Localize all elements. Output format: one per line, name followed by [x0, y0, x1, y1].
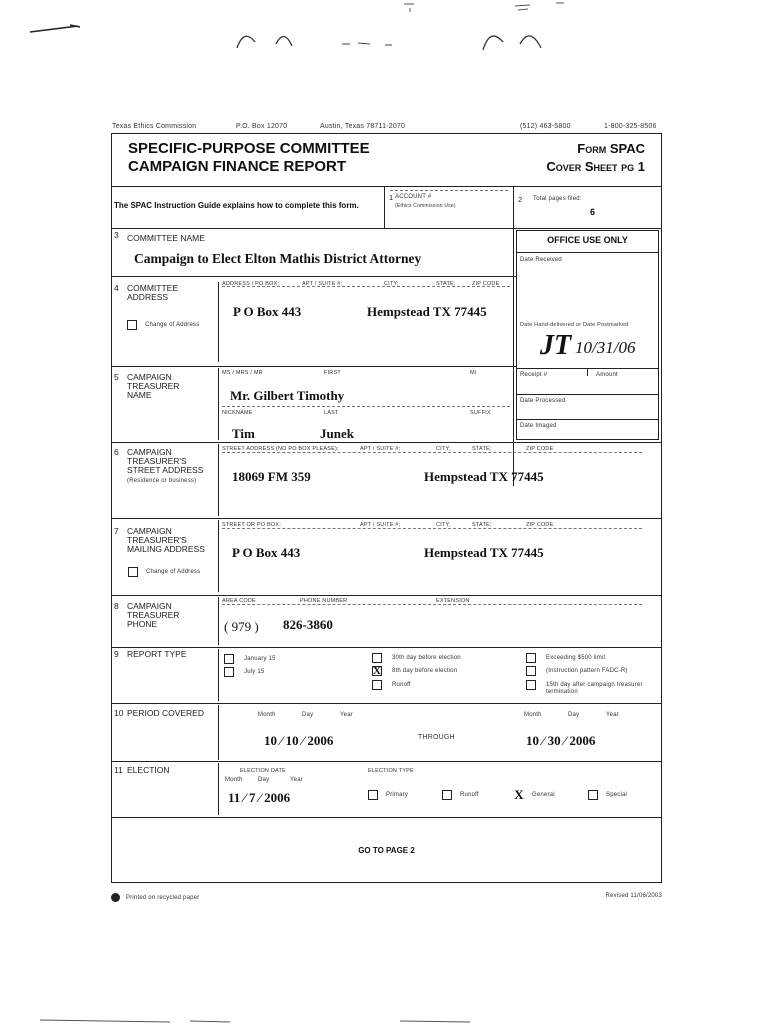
report-jan15-label: January 15 [244, 656, 276, 662]
stamp-initials: JT [540, 330, 572, 361]
divider [218, 649, 219, 701]
divider [222, 528, 642, 529]
election-general-label: General [532, 792, 555, 798]
item-number: 8 [114, 601, 119, 611]
election-general-checkbox[interactable]: X [514, 787, 524, 802]
field-header: STREET OR PO BOX; [222, 522, 281, 528]
mailing-change-of-address-checkbox[interactable] [128, 567, 138, 577]
item-number: 1 [389, 193, 394, 202]
account-label: ACCOUNT # [395, 194, 432, 200]
field-header: ADDRESS / PO BOX; [222, 281, 280, 287]
field-header: STATE; [472, 522, 492, 528]
form-title-line2: CAMPAIGN FINANCE REPORT [128, 158, 347, 175]
field-header: LAST [324, 410, 339, 416]
amount-label: Amount [596, 372, 618, 378]
phone-label: CAMPAIGN TREASURER PHONE [127, 601, 180, 629]
item-number: 6 [114, 447, 119, 457]
divider [111, 186, 662, 187]
report-exceeding2-checkbox[interactable] [526, 666, 536, 676]
item-number: 7 [114, 526, 119, 536]
election-date: 11 ⁄ 7 ⁄ 2006 [228, 790, 291, 805]
field-header: CITY; [436, 446, 451, 452]
field-header: MI [470, 370, 477, 376]
cover-sheet-label: Cover Sheet pg 1 [546, 159, 645, 174]
total-pages-label: Total pages filed: [533, 196, 582, 202]
period-to-year-label: Year [606, 712, 619, 718]
field-header: AREA CODE [222, 598, 256, 604]
divider [218, 597, 219, 645]
instruction-text: The SPAC Instruction Guide explains how to complete this form. [114, 201, 359, 210]
divider [218, 282, 219, 362]
agency-phone: (512) 463-5800 [520, 123, 571, 130]
street-city-state-zip: Hempstead TX 77445 [424, 469, 544, 484]
committee-name-value: Campaign to Elect Elton Mathis District Attorney [134, 251, 422, 266]
divider [384, 186, 385, 228]
go-to-page-2: GO TO PAGE 2 [358, 846, 415, 855]
period-from-year-label: Year [340, 712, 353, 718]
election-special-checkbox[interactable] [588, 790, 598, 800]
divider [111, 518, 662, 519]
date-received-label: Date Received [520, 257, 562, 263]
divider [516, 394, 659, 395]
date-imaged-label: Date Imaged [520, 423, 557, 429]
item-number: 3 [114, 230, 119, 240]
change-of-address-checkbox[interactable] [127, 320, 137, 330]
office-use-title: OFFICE USE ONLY [547, 235, 628, 245]
treasurer-last-name: Junek [320, 426, 354, 441]
election-special-label: Special [606, 792, 628, 798]
period-to-month-label: Month [524, 712, 542, 718]
divider [587, 368, 588, 376]
agency-phone-tollfree: 1-800-325-8506 [604, 123, 657, 130]
divider [218, 368, 219, 440]
divider [111, 595, 662, 596]
revision-date: Revised 11/06/2003 [605, 893, 662, 899]
election-runoff-checkbox[interactable] [442, 790, 452, 800]
total-pages-value: 6 [590, 207, 596, 217]
phone-area-code: ( 979 ) [224, 619, 259, 634]
divider [222, 452, 642, 453]
divider [513, 186, 514, 486]
receipt-label: Receipt # [520, 372, 548, 378]
recycled-paper-note: Printed on recycled paper [126, 895, 200, 901]
mailing-change-of-address-label: Change of Address [146, 569, 201, 575]
committee-name-label: COMMITTEE NAME [127, 233, 205, 243]
date-hand-delivered-label: Date Hand-delivered or Date Postmarked [520, 322, 629, 328]
agency-name: Texas Ethics Commission [112, 123, 197, 130]
date-processed-label: Date Processed [520, 398, 566, 404]
period-to-date: 10 ⁄ 30 ⁄ 2006 [526, 733, 596, 748]
street-address-label: CAMPAIGN TREASURER'S STREET ADDRESS [127, 447, 204, 475]
field-header: FIRST [324, 370, 341, 376]
election-date-header: ELECTION DATE [240, 768, 286, 774]
change-of-address-label: Change of Address [145, 322, 200, 328]
item-number: 9 [114, 649, 119, 659]
divider [111, 761, 662, 762]
report-exceeding-label: Exceeding $500 limit [546, 655, 606, 661]
mailing-city-state-zip: Hempstead TX 77445 [424, 545, 544, 560]
field-header: PHONE NUMBER [300, 598, 348, 604]
divider [218, 444, 219, 516]
field-header: STREET ADDRESS (NO PO BOX PLEASE); [222, 446, 339, 452]
bottom-scan-artifacts [0, 1000, 770, 1024]
field-header: MS / MRS / MR [222, 370, 263, 376]
phone-number: 826-3860 [283, 617, 333, 632]
street-address-value: 18069 FM 359 [232, 469, 311, 484]
divider [111, 228, 662, 229]
report-exceeding-checkbox[interactable] [526, 653, 536, 663]
treasurer-name-label: CAMPAIGN TREASURER NAME [127, 372, 180, 400]
period-to-day-label: Day [568, 712, 580, 718]
report-jul15-checkbox[interactable] [224, 667, 234, 677]
street-address-sublabel: (Residence or business) [127, 478, 197, 484]
election-year-label: Year [290, 777, 303, 783]
divider [111, 366, 516, 367]
election-month-label: Month [225, 777, 243, 783]
mailing-address-value: P O Box 443 [232, 545, 301, 560]
item-number: 4 [114, 283, 119, 293]
divider [111, 817, 662, 818]
field-header: SUFFIX [470, 410, 491, 416]
treasurer-full-name: Mr. Gilbert Timothy [230, 388, 345, 403]
report-8day-checkbox[interactable]: X [373, 665, 381, 677]
report-runoff-label: Runoff [392, 682, 411, 688]
election-label: ELECTION [127, 765, 170, 775]
committee-city-state-zip: Hempstead TX 77445 [367, 304, 487, 319]
report-type-label: REPORT TYPE [127, 649, 187, 659]
election-type-header: ELECTION TYPE [368, 768, 414, 774]
item-number: 11 [114, 765, 123, 775]
frame-top [111, 133, 662, 134]
account-sublabel: (Ethics Commission Use) [395, 203, 456, 209]
period-from-day-label: Day [302, 712, 314, 718]
field-header: STATE; [436, 281, 456, 287]
frame-right [661, 133, 662, 883]
field-header: CITY; [436, 522, 451, 528]
divider [516, 252, 659, 253]
field-header: APT / SUITE #; [302, 281, 343, 287]
divider [222, 604, 642, 605]
frame-bottom [111, 882, 662, 883]
report-jan15-checkbox[interactable] [224, 654, 234, 664]
form-title-line1: SPECIFIC-PURPOSE COMMITTEE [128, 140, 370, 157]
field-header: ZIP CODE [526, 522, 554, 528]
divider [218, 705, 219, 760]
report-8day-label: 8th day before election [392, 668, 458, 674]
field-header: APT / SUITE #; [360, 446, 401, 452]
field-header: APT / SUITE #; [360, 522, 401, 528]
divider [390, 190, 508, 191]
divider [111, 703, 662, 704]
frame-left [111, 133, 112, 883]
field-header: EXTENSION [436, 598, 470, 604]
po-box: P.O. Box 12070 [236, 123, 288, 130]
scan-artifacts [0, 0, 770, 110]
treasurer-nickname: Tim [232, 426, 255, 441]
field-header: STATE; [472, 446, 492, 452]
divider [516, 419, 659, 420]
item-number: 5 [114, 372, 119, 382]
form-id: Form SPAC [577, 141, 645, 156]
period-through-label: THROUGH [418, 734, 455, 741]
election-runoff-label: Runoff [460, 792, 479, 798]
report-30day-label: 30th day before election [392, 655, 461, 661]
divider [111, 276, 516, 277]
mailing-address-label: CAMPAIGN TREASURER'S MAILING ADDRESS [127, 526, 205, 554]
report-30day-checkbox[interactable] [372, 653, 382, 663]
field-header: ZIP CODE [526, 446, 554, 452]
period-from-month-label: Month [258, 712, 276, 718]
election-day-label: Day [258, 777, 270, 783]
field-header: ZIP CODE [472, 281, 500, 287]
field-header: NICKNAME [222, 410, 253, 416]
period-covered-label: PERIOD COVERED [127, 708, 204, 718]
report-runoff-checkbox[interactable] [372, 680, 382, 690]
stamp-date: 10/31/06 [575, 338, 636, 357]
recycle-icon [111, 893, 120, 902]
field-header: CITY; [384, 281, 399, 287]
agency-city: Austin, Texas 78711-2070 [320, 123, 406, 130]
divider [111, 647, 662, 648]
election-primary-label: Primary [386, 792, 409, 798]
divider [218, 763, 219, 815]
report-exceeding2-label: (Instruction pattern FADC-R) [546, 668, 628, 674]
divider [111, 442, 662, 443]
election-primary-checkbox[interactable] [368, 790, 378, 800]
divider [218, 520, 219, 592]
committee-address-value: P O Box 443 [233, 304, 302, 319]
report-termination-checkbox[interactable] [526, 680, 536, 690]
divider [222, 406, 510, 407]
item-number: 10 [114, 708, 124, 718]
report-jul15-label: July 15 [244, 669, 265, 675]
report-termination-label: 15th day after campaign treasurer termination [546, 682, 643, 695]
committee-address-label: COMMITTEE ADDRESS [127, 283, 178, 302]
item-number: 2 [518, 195, 523, 204]
period-from-date: 10 ⁄ 10 ⁄ 2006 [264, 733, 334, 748]
